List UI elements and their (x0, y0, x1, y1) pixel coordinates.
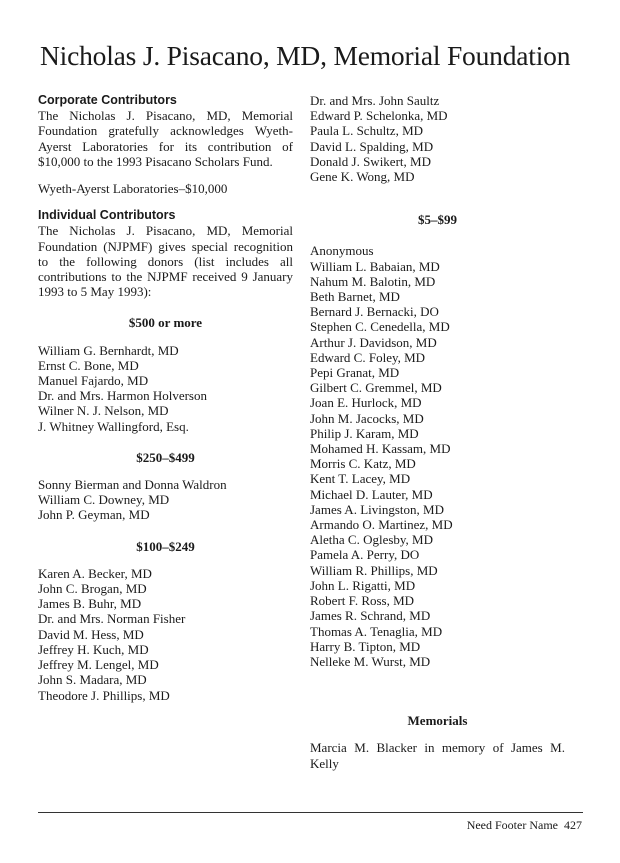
donor-name: John M. Jacocks, MD (310, 410, 424, 426)
donor-name: Sonny Bierman and Donna Waldron (38, 477, 227, 493)
donor-name: Beth Barnet, MD (310, 289, 400, 305)
donor-name: Kent T. Lacey, MD (310, 471, 411, 487)
donor-name: William R. Phillips, MD (310, 562, 438, 578)
donor-name: Edward C. Foley, MD (310, 349, 426, 365)
tier-heading-500: $500 or more (128, 315, 203, 331)
donor-name: Harry B. Tipton, MD (310, 638, 421, 654)
donor-name: Nelleke M. Wurst, MD (310, 653, 431, 669)
corporate-text: The Nicholas J. Pisacano, MD, Memorial Foundation gratefully acknowledges Wyeth-Ayerst Laboratories for its contribution of $10,000 to the 1993 Pisacano Scholars Fund. (38, 108, 293, 169)
right-column (310, 93, 565, 771)
individual-heading: Individual Contributors (38, 208, 176, 223)
donor-name: Wilner N. J. Nelson, MD (38, 403, 169, 419)
tier-list-250 (38, 477, 293, 523)
donor-name: Bernard J. Bernacki, DO (310, 304, 439, 320)
tier-list-5 (310, 243, 565, 669)
donor-name: Aletha C. Oglesby, MD (310, 532, 434, 548)
donor-name: William G. Bernhardt, MD (38, 342, 179, 358)
left-column (38, 93, 293, 703)
donor-name: Morris C. Katz, MD (310, 456, 416, 472)
donor-name: Dr. and Mrs. Harmon Holverson (38, 388, 207, 404)
donor-name: Robert F. Ross, MD (310, 593, 415, 609)
donor-name: John C. Brogan, MD (38, 581, 147, 597)
donor-name: William L. Babaian, MD (310, 258, 440, 274)
donor-name: John L. Rigatti, MD (310, 577, 416, 593)
donor-name: Stephen C. Cenedella, MD (310, 319, 450, 335)
tier-list-100 (38, 566, 293, 703)
donor-name: Nahum M. Balotin, MD (310, 273, 436, 289)
donor-name: Philip J. Karam, MD (310, 425, 419, 441)
donor-name: David L. Spalding, MD (310, 138, 434, 154)
donor-name: Michael D. Lauter, MD (310, 486, 433, 502)
donor-name: Karen A. Becker, MD (38, 565, 152, 581)
donor-name: Jeffrey H. Kuch, MD (38, 641, 149, 657)
donor-name: William C. Downey, MD (38, 492, 170, 508)
donor-name: Armando O. Martinez, MD (310, 517, 453, 533)
donor-name: Dr. and Mrs. Norman Fisher (38, 611, 186, 627)
tier-list-500 (38, 343, 293, 434)
corporate-heading: Corporate Contributors (38, 93, 177, 107)
tier-heading-100: $100–$249 (136, 538, 195, 554)
memorials-heading: Memorials (407, 713, 468, 729)
donor-name: Jeffrey M. Lengel, MD (38, 657, 159, 673)
donor-name: Dr. and Mrs. John Saultz (310, 93, 440, 108)
footer-text: Need Footer Name (466, 818, 558, 832)
donor-name: John P. Geyman, MD (38, 507, 150, 523)
donor-name: James B. Buhr, MD (38, 596, 142, 612)
donor-name: Gilbert C. Gremmel, MD (310, 380, 442, 396)
donor-name: Theodore J. Phillips, MD (38, 687, 170, 703)
donor-name: Manuel Fajardo, MD (38, 373, 149, 389)
individual-text: The Nicholas J. Pisacano, MD, Memorial Foundation (NJPMF) gives special recognition to the following donors (list includes all contributions to the NJPMF received 9 January 1993 to 5 May 1993): (38, 223, 293, 300)
donor-name: Pamela A. Perry, DO (310, 547, 420, 563)
donor-name: Joan E. Hurlock, MD (310, 395, 422, 411)
donor-name: Edward P. Schelonka, MD (310, 108, 448, 124)
tier-heading-5: $5–$99 (418, 212, 457, 228)
page-title: Nicholas J. Pisacano, MD, Memorial Foundation (40, 40, 571, 71)
footer-rule (38, 812, 583, 813)
donor-name: Gene K. Wong, MD (310, 169, 415, 185)
donor-name: Ernst C. Bone, MD (38, 357, 139, 373)
tier-list-100-continued (310, 93, 565, 184)
donor-name: Arthur J. Davidson, MD (310, 334, 437, 350)
donor-name: Paula L. Schultz, MD (310, 123, 424, 139)
donor-name: Anonymous (310, 243, 374, 259)
memorials-text: Marcia M. Blacker in memory of James M. Kelly (310, 740, 565, 771)
donor-name: John S. Madara, MD (38, 672, 147, 688)
donor-name: Pepi Granat, MD (310, 365, 400, 381)
donor-name: David M. Hess, MD (38, 626, 144, 642)
donor-name: Mohamed H. Kassam, MD (310, 441, 451, 457)
donor-name: Thomas A. Tenaglia, MD (310, 623, 443, 639)
donor-name: James R. Schrand, MD (310, 608, 431, 624)
donor-name: James A. Livingston, MD (310, 501, 444, 517)
page-number: 427 (564, 818, 582, 832)
donor-name: Donald J. Swikert, MD (310, 153, 431, 169)
donor-name: J. Whitney Wallingford, Esq. (38, 418, 189, 434)
page-footer (467, 818, 582, 833)
corporate-line: Wyeth-Ayerst Laboratories–$10,000 (38, 181, 228, 197)
tier-heading-250: $250–$499 (136, 449, 195, 465)
